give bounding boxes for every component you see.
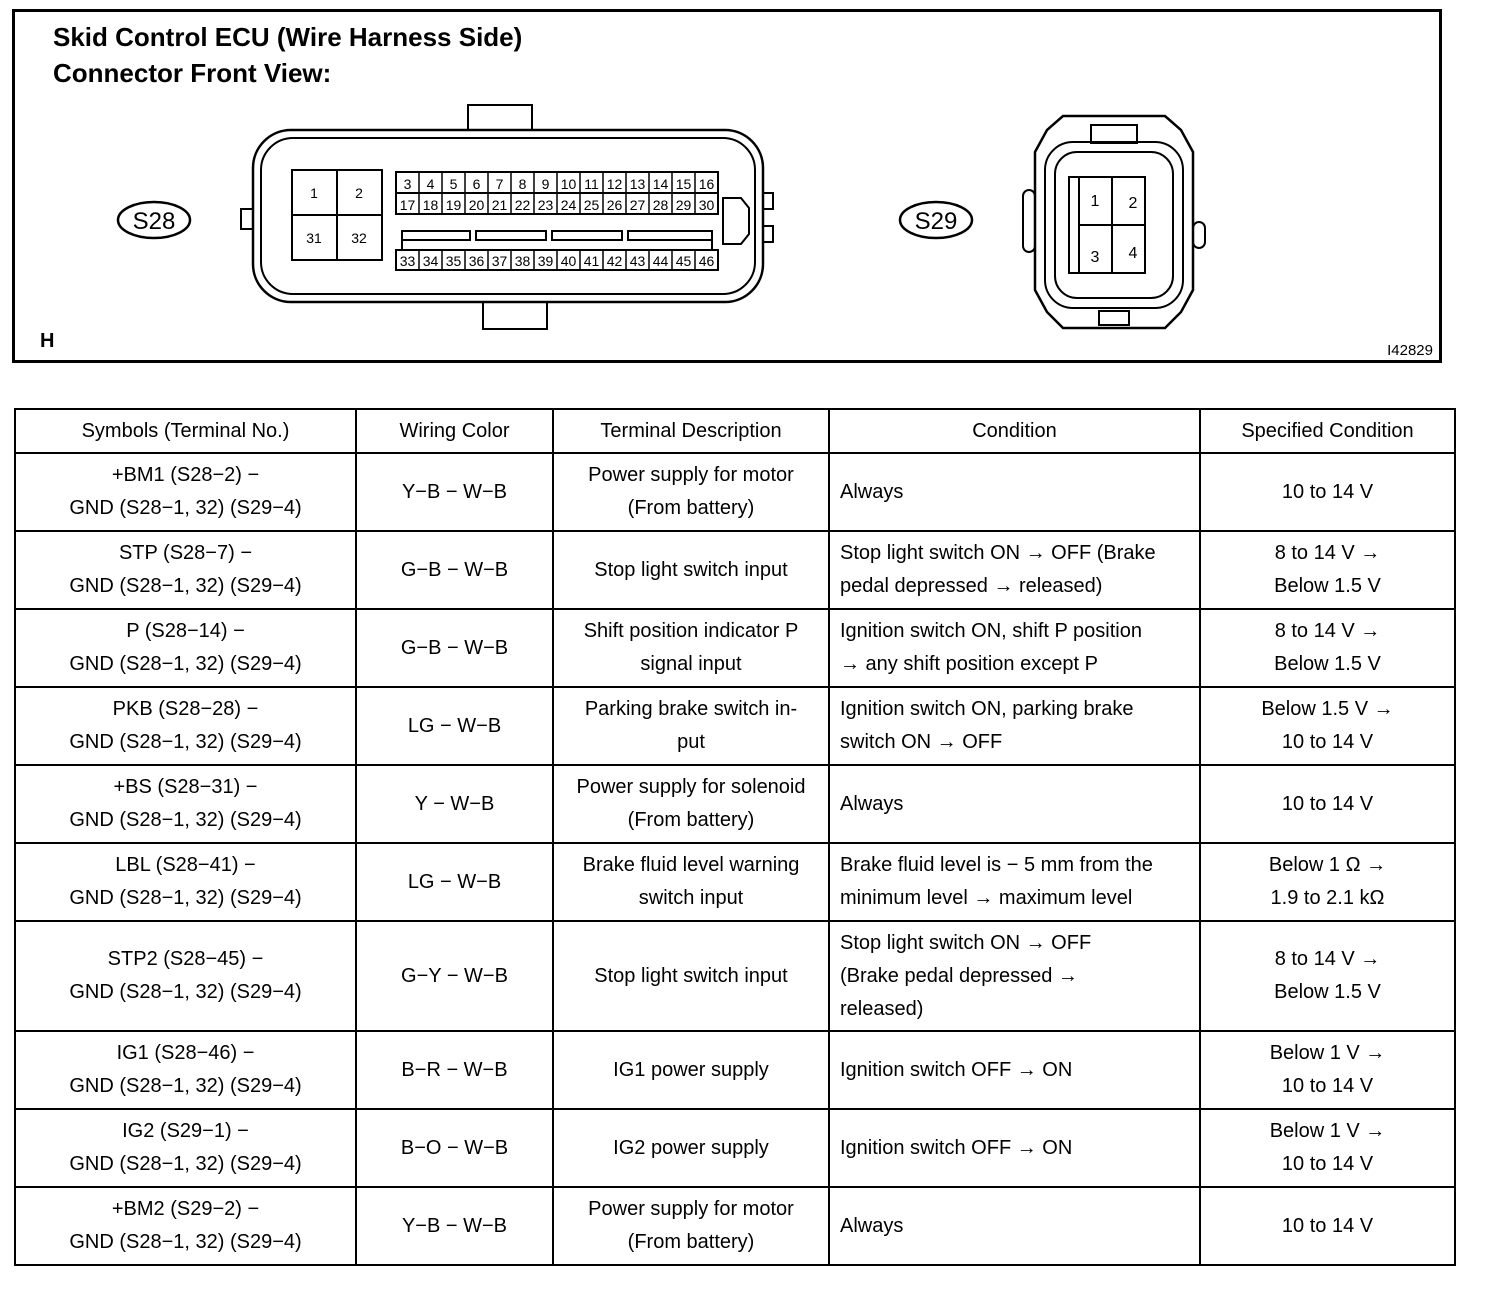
condition-cell	[829, 921, 1200, 1031]
symbols-cell-line: IG2 (S29−1) −	[122, 1120, 249, 1142]
s28-bottom-pin-45: 45	[675, 253, 692, 269]
s28-upper-pin-6: 6	[472, 176, 481, 192]
table-row	[15, 843, 1455, 921]
table-row	[15, 765, 1455, 843]
wiring-color-cell: B−R − W−B	[356, 1031, 553, 1109]
symbols-cell	[15, 1187, 356, 1265]
condition-cell-line: Stop light switch ON → OFF (Brake	[840, 542, 1156, 564]
s28-upper-pin-16: 16	[698, 176, 715, 192]
condition-cell-line: Always	[840, 1214, 904, 1237]
connector-s29-label: S29	[914, 208, 958, 235]
s29-pin-4: 4	[1128, 245, 1138, 262]
s28-middle-pin-19: 19	[445, 197, 462, 213]
symbols-cell	[15, 531, 356, 609]
specified-condition-cell	[1200, 843, 1455, 921]
s28-middle-pin-29: 29	[675, 197, 692, 213]
s28-upper-pin-9: 9	[541, 176, 550, 192]
specified-condition-cell	[1200, 1109, 1455, 1187]
condition-cell	[829, 687, 1200, 765]
table-row	[15, 921, 1455, 1031]
symbols-cell-line: GND (S28−1, 32) (S29−4)	[69, 653, 302, 675]
terminal-description-cell	[553, 1187, 829, 1265]
terminal-description-cell	[553, 531, 829, 609]
specified-condition-cell-line: 10 to 14 V	[1281, 792, 1374, 815]
terminal-description-cell	[553, 921, 829, 1031]
s28-pin-1: 1	[310, 185, 318, 201]
header-condition: Condition	[829, 409, 1200, 453]
condition-cell	[829, 609, 1200, 687]
condition-cell-line: (Brake pedal depressed →	[840, 964, 1078, 987]
condition-cell	[829, 1109, 1200, 1187]
condition-cell-line: Ignition switch ON, shift P position	[840, 620, 1142, 642]
s29-pin-1: 1	[1090, 193, 1100, 210]
terminal-description-cell-line: IG2 power supply	[613, 1136, 769, 1159]
terminal-description-cell-line: Power supply for motor	[588, 1198, 794, 1220]
s28-middle-pin-17: 17	[399, 197, 416, 213]
s28-bottom-pin-42: 42	[606, 253, 623, 269]
s28-middle-pin-24: 24	[560, 197, 577, 213]
table-row	[15, 1187, 1455, 1265]
specified-condition-cell-line: 8 to 14 V →	[1274, 542, 1381, 564]
condition-cell-line: Ignition switch OFF → ON	[840, 1136, 1073, 1159]
terminal-description-cell-line: Power supply for solenoid	[576, 776, 806, 798]
specified-condition-cell-line: 8 to 14 V →	[1274, 620, 1381, 642]
condition-cell-line: Always	[840, 480, 904, 503]
s28-middle-pin-23: 23	[537, 197, 554, 213]
diagram-title: Skid Control ECU (Wire Harness Side)	[53, 22, 523, 52]
s28-upper-pin-10: 10	[560, 176, 577, 192]
symbols-cell-line: GND (S28−1, 32) (S29−4)	[69, 887, 302, 909]
symbols-cell	[15, 1031, 356, 1109]
terminal-description-cell-line: put	[677, 731, 705, 753]
s28-middle-pin-25: 25	[583, 197, 600, 213]
connector-drawing	[15, 12, 1439, 360]
s28-pin-2: 2	[355, 185, 363, 201]
symbols-cell	[15, 843, 356, 921]
terminal-description-cell-line: Parking brake switch in-	[584, 698, 798, 720]
symbols-cell-line: GND (S28−1, 32) (S29−4)	[69, 497, 302, 519]
specified-condition-cell-line: Below 1.5 V	[1274, 981, 1381, 1003]
s28-middle-pin-28: 28	[652, 197, 669, 213]
s28-middle-pin-30: 30	[698, 197, 715, 213]
s28-bottom-pin-36: 36	[468, 253, 485, 269]
condition-cell	[829, 1031, 1200, 1109]
condition-cell-line: Always	[840, 792, 904, 815]
diagram-subtitle: Connector Front View:	[53, 58, 332, 88]
terminal-description-cell	[553, 609, 829, 687]
s28-middle-pin-22: 22	[514, 197, 531, 213]
header-terminal-description: Terminal Description	[553, 409, 829, 453]
specified-condition-cell	[1200, 453, 1455, 531]
s28-upper-pin-11: 11	[584, 176, 599, 192]
s28-upper-pin-12: 12	[606, 176, 623, 192]
s28-bottom-pin-39: 39	[537, 253, 554, 269]
specified-condition-cell	[1200, 765, 1455, 843]
terminal-description-cell	[553, 687, 829, 765]
s28-upper-pin-14: 14	[652, 176, 669, 192]
symbols-cell-line: +BM2 (S29−2) −	[111, 1198, 260, 1220]
specified-condition-cell	[1200, 531, 1455, 609]
s28-upper-pin-7: 7	[495, 176, 504, 192]
table-row	[15, 453, 1455, 531]
s28-middle-pin-21: 21	[491, 197, 508, 213]
specified-condition-cell-line: Below 1 Ω →	[1268, 854, 1387, 876]
specified-condition-cell	[1200, 687, 1455, 765]
s28-bottom-pin-41: 41	[583, 253, 600, 269]
condition-cell-line: Ignition switch ON, parking brake	[840, 698, 1134, 720]
s28-bottom-pin-44: 44	[652, 253, 669, 269]
wiring-color-cell: G−Y − W−B	[356, 921, 553, 1031]
s28-pin-32: 32	[351, 230, 367, 246]
s28-bottom-pin-34: 34	[422, 253, 439, 269]
condition-cell	[829, 765, 1200, 843]
table-row	[15, 687, 1455, 765]
terminal-description-cell-line: Stop light switch input	[594, 964, 788, 987]
s28-bottom-pin-46: 46	[698, 253, 715, 269]
symbols-cell	[15, 921, 356, 1031]
table-header-row	[15, 409, 1455, 453]
s28-upper-pin-4: 4	[426, 176, 435, 192]
specified-condition-cell-line: Below 1.5 V →	[1261, 698, 1394, 720]
specified-condition-cell-line: Below 1 V →	[1269, 1042, 1386, 1064]
symbols-cell-line: GND (S28−1, 32) (S29−4)	[69, 1075, 302, 1097]
s28-middle-pin-20: 20	[468, 197, 485, 213]
symbols-cell-line: P (S28−14) −	[126, 620, 245, 642]
symbols-cell	[15, 765, 356, 843]
terminal-description-cell-line: Power supply for motor	[588, 464, 794, 486]
wiring-color-cell: LG − W−B	[356, 687, 553, 765]
wiring-color-cell: LG − W−B	[356, 843, 553, 921]
terminal-description-cell-line: switch input	[638, 887, 744, 909]
symbols-cell-line: GND (S28−1, 32) (S29−4)	[69, 1231, 302, 1253]
wiring-color-cell: G−B − W−B	[356, 531, 553, 609]
terminal-description-cell	[553, 843, 829, 921]
s28-pin-31: 31	[306, 230, 322, 246]
condition-cell-line: released)	[840, 997, 924, 1020]
symbols-cell	[15, 687, 356, 765]
symbols-cell-line: GND (S28−1, 32) (S29−4)	[69, 1153, 302, 1175]
condition-cell-line: minimum level → maximum level	[840, 887, 1133, 909]
terminal-description-cell	[553, 453, 829, 531]
condition-cell	[829, 531, 1200, 609]
specified-condition-cell	[1200, 921, 1455, 1031]
symbols-cell	[15, 453, 356, 531]
s28-bottom-pin-40: 40	[560, 253, 577, 269]
terminal-description-cell-line: Shift position indicator P	[583, 620, 799, 642]
condition-cell	[829, 453, 1200, 531]
header-symbols: Symbols (Terminal No.)	[15, 409, 356, 453]
s29-pin-3: 3	[1090, 249, 1100, 266]
terminal-description-cell	[553, 1109, 829, 1187]
s28-upper-pin-5: 5	[449, 176, 458, 192]
table-row	[15, 1031, 1455, 1109]
condition-cell-line: pedal depressed → released)	[840, 575, 1103, 597]
s28-upper-pin-13: 13	[629, 176, 646, 192]
condition-cell-line: Ignition switch OFF → ON	[840, 1058, 1073, 1081]
terminal-table	[14, 408, 1456, 1266]
specified-condition-cell-line: 10 to 14 V	[1281, 480, 1374, 503]
symbols-cell-line: STP2 (S28−45) −	[107, 948, 264, 970]
specified-condition-cell	[1200, 1187, 1455, 1265]
header-wiring-color: Wiring Color	[356, 409, 553, 453]
terminal-description-cell-line: Stop light switch input	[594, 558, 788, 581]
header-specified-condition: Specified Condition	[1200, 409, 1455, 453]
specified-condition-cell-line: 1.9 to 2.1 kΩ	[1270, 887, 1385, 909]
condition-cell	[829, 843, 1200, 921]
s28-bottom-pin-35: 35	[445, 253, 462, 269]
condition-cell-line: → any shift position except P	[840, 653, 1098, 675]
symbols-cell-line: PKB (S28−28) −	[112, 698, 259, 720]
specified-condition-cell-line: 8 to 14 V →	[1274, 948, 1381, 970]
symbols-cell	[15, 609, 356, 687]
s28-bottom-pin-37: 37	[491, 253, 508, 269]
terminal-description-cell-line: (From battery)	[627, 809, 755, 831]
connector-diagram-panel	[12, 9, 1442, 363]
s28-middle-pin-18: 18	[422, 197, 439, 213]
terminal-description-cell-line: IG1 power supply	[613, 1058, 769, 1081]
s28-upper-pin-3: 3	[403, 176, 412, 192]
specified-condition-cell	[1200, 609, 1455, 687]
terminal-description-cell-line: (From battery)	[627, 1231, 755, 1253]
specified-condition-cell-line: 10 to 14 V	[1281, 1075, 1374, 1097]
wiring-color-cell: Y−B − W−B	[356, 453, 553, 531]
table-row	[15, 1109, 1455, 1187]
s28-bottom-pin-43: 43	[629, 253, 646, 269]
table-row	[15, 531, 1455, 609]
symbols-cell-line: +BM1 (S28−2) −	[111, 464, 260, 486]
symbols-cell-line: LBL (S28−41) −	[115, 854, 256, 876]
terminal-description-cell	[553, 765, 829, 843]
symbols-cell-line: GND (S28−1, 32) (S29−4)	[69, 575, 302, 597]
symbols-cell-line: IG1 (S28−46) −	[116, 1042, 255, 1064]
wiring-color-cell: Y − W−B	[356, 765, 553, 843]
table-row	[15, 609, 1455, 687]
s28-middle-pin-26: 26	[606, 197, 623, 213]
s28-bottom-pin-33: 33	[399, 253, 416, 269]
terminal-description-cell-line: (From battery)	[627, 497, 755, 519]
wiring-color-cell: Y−B − W−B	[356, 1187, 553, 1265]
specified-condition-cell-line: Below 1 V →	[1269, 1120, 1386, 1142]
connector-s28-label: S28	[132, 208, 176, 235]
specified-condition-cell-line: Below 1.5 V	[1274, 575, 1381, 597]
symbols-cell-line: GND (S28−1, 32) (S29−4)	[69, 809, 302, 831]
condition-cell-line: Brake fluid level is − 5 mm from the	[840, 854, 1153, 876]
s29-pin-2: 2	[1128, 195, 1138, 212]
condition-cell	[829, 1187, 1200, 1265]
specified-condition-cell-line: 10 to 14 V	[1281, 731, 1374, 753]
terminal-description-cell-line: Brake fluid level warning	[582, 854, 800, 876]
symbols-cell-line: GND (S28−1, 32) (S29−4)	[69, 981, 302, 1003]
symbols-cell-line: +BS (S28−31) −	[113, 776, 258, 798]
s28-upper-pin-8: 8	[518, 176, 527, 192]
wiring-color-cell: G−B − W−B	[356, 609, 553, 687]
condition-cell-line: Stop light switch ON → OFF	[840, 931, 1092, 954]
condition-cell-line: switch ON → OFF	[840, 731, 1003, 753]
terminal-description-cell-line: signal input	[640, 653, 742, 675]
figure-code: I42829	[1387, 342, 1433, 359]
wiring-color-cell: B−O − W−B	[356, 1109, 553, 1187]
specified-condition-cell-line: 10 to 14 V	[1281, 1153, 1374, 1175]
section-letter: H	[40, 330, 55, 352]
s28-upper-pin-15: 15	[675, 176, 692, 192]
symbols-cell-line: STP (S28−7) −	[118, 542, 253, 564]
specified-condition-cell-line: 10 to 14 V	[1281, 1214, 1374, 1237]
s28-bottom-pin-38: 38	[514, 253, 531, 269]
specified-condition-cell-line: Below 1.5 V	[1274, 653, 1381, 675]
symbols-cell	[15, 1109, 356, 1187]
s28-middle-pin-27: 27	[629, 197, 646, 213]
terminal-description-cell	[553, 1031, 829, 1109]
symbols-cell-line: GND (S28−1, 32) (S29−4)	[69, 731, 302, 753]
specified-condition-cell	[1200, 1031, 1455, 1109]
